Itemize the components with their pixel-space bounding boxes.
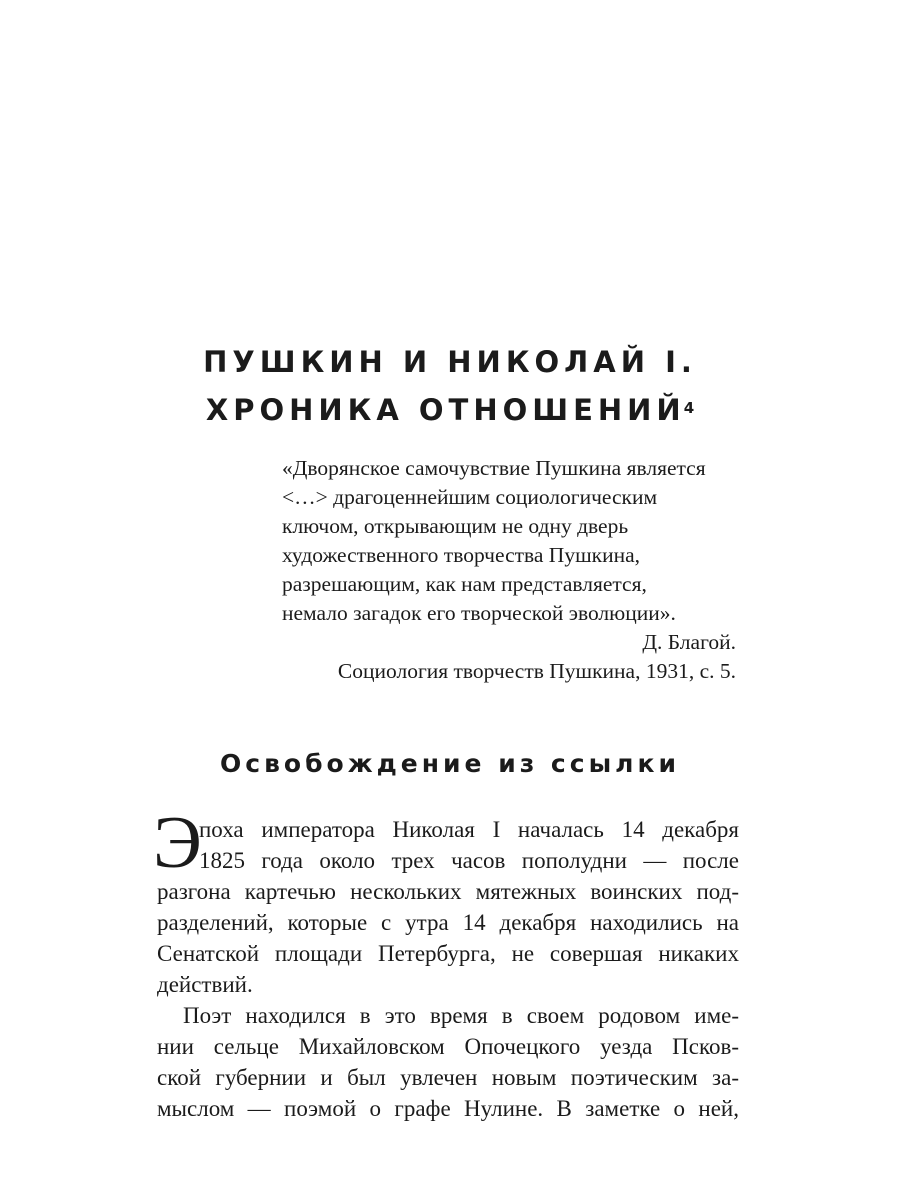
body-line: Сенатской площади Петербурга, не совершая никаких (157, 941, 739, 966)
chapter-title-line-2-text: ХРОНИКА ОТНОШЕНИЙ (205, 393, 686, 427)
body-text (153, 802, 739, 1124)
epigraph (282, 454, 742, 686)
body-line: разделений, которые с утра 14 декабря находились на (157, 910, 739, 935)
body-line: действий. (157, 972, 253, 997)
epigraph-source: Социология творчеств Пушкина, 1931, с. 5. (337, 659, 736, 683)
epigraph-line: немало загадок его творческой эволюции». (282, 601, 676, 625)
epigraph-line: <…> драгоценнейшим социологическим (282, 485, 658, 509)
body-line: Поэт находился в это время в своем родовом име- (183, 1003, 739, 1028)
epigraph-line: разрешающим, как нам представляется, (282, 572, 647, 596)
epigraph-author: Д. Благой. (642, 630, 736, 654)
chapter-title-line-2 (0, 386, 900, 434)
chapter-title-line-1: ПУШКИН И НИКОЛАЙ I. (203, 345, 697, 379)
body-line: 1825 года около трех часов пополудни — после (199, 848, 739, 873)
chapter-title (0, 338, 900, 434)
body-line: мыслом — поэмой о графе Нулине. В заметке о ней, (157, 1096, 739, 1121)
epigraph-line: ключом, открывающим не одну дверь (282, 514, 629, 538)
footnote-mark[interactable]: 4 (683, 399, 695, 417)
section-title: Освобождение из ссылки (220, 749, 680, 778)
drop-cap: Э (153, 802, 202, 884)
body-line: ской губернии и был увлечен новым поэтическим за- (157, 1065, 739, 1090)
body-line: нии сельце Михайловском Опочецкого уезда Псков- (157, 1034, 739, 1059)
body-line: разгона картечью нескольких мятежных воинских под- (157, 879, 739, 904)
epigraph-line: художественного творчества Пушкина, (282, 543, 640, 567)
body-line: поха императора Николая I началась 14 декабря (199, 817, 739, 842)
epigraph-line: «Дворянское самочувствие Пушкина является (282, 456, 706, 480)
